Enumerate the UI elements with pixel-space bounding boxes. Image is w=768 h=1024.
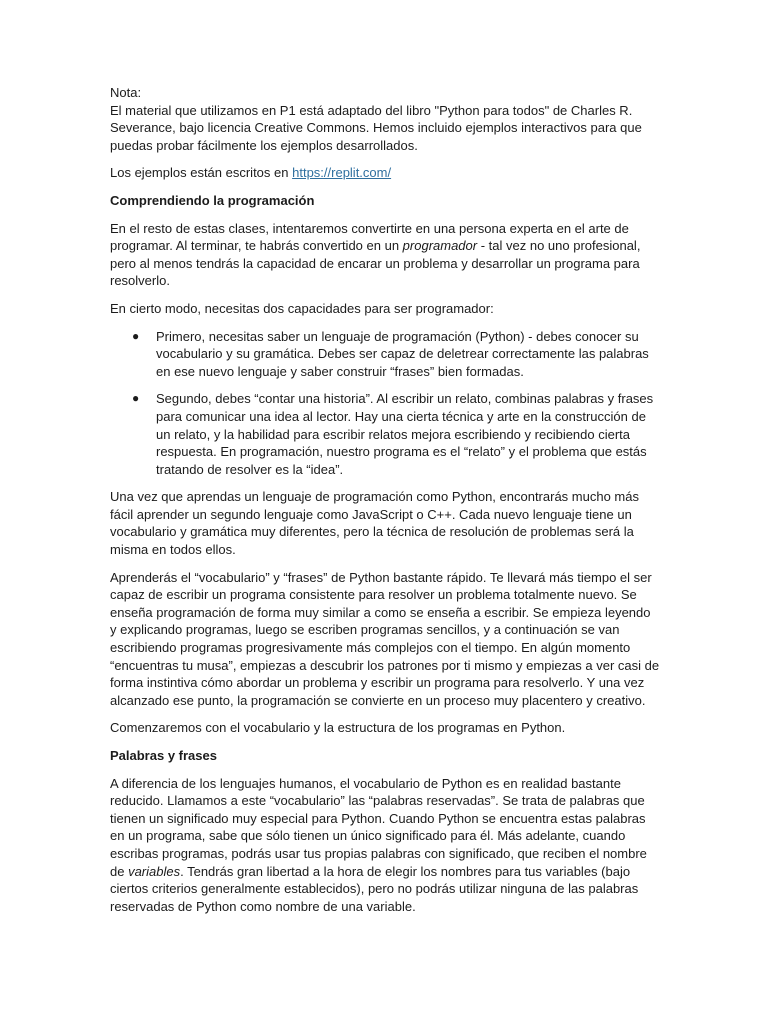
note-text: El material que utilizamos en P1 está adaptado del libro "Python para todos" de Charles R. Severance, bajo licencia Creative Commons. Hemos incluido ejemplos interactivos para que puedas probar fácilmente los ejemplos desarrollados. bbox=[110, 102, 642, 153]
list-item-text: Primero, necesitas saber un lenguaje de programación (Python) - debes conocer su vocabulario y su gramática. Debes ser capaz de deletrear correctamente las palabras en ese nuevo lenguaje y saber construir “frases” bien formadas. bbox=[156, 328, 649, 379]
note-label: Nota: bbox=[110, 85, 142, 100]
paragraph-learning-process: Aprenderás el “vocabulario” y “frases” de Python bastante rápido. Te llevará más tiempo el ser capaz de escribir un programa consistente para resolver un problema totalmente nuevo. Se enseña programación de forma muy similar a como se enseña a escribir. Se empieza leyendo y explicando programas, luego se escriben programas sencillos, y a continuación se van escribiendo programas progresivamente más complejos con el tiempo. En algún momento “encuentras tu musa”, empiezas a descubrir los patrones por ti mismo y empiezas a ver casi de forma instintiva cómo abordar un problema y escribir un programa para resolverlo. Y una vez alcanzado ese punto, la programación se convierte en un proceso muy placentero y creativo. bbox=[110, 569, 660, 708]
examples-paragraph bbox=[110, 164, 660, 182]
list-item bbox=[110, 390, 660, 478]
bullet-icon: ● bbox=[132, 328, 140, 343]
section-heading-words: Palabras y frases bbox=[110, 748, 217, 763]
emphasis-variables: variables bbox=[128, 863, 181, 879]
bullet-icon: ● bbox=[132, 391, 140, 406]
paragraph-second-language: Una vez que aprendas un lenguaje de programación como Python, encontrarás mucho más fácil aprender un segundo lenguaje como JavaScript o C++. Cada nuevo lenguaje tiene un vocabulario y gramática muy diferentes, pero la técnica de resolución de problemas será la misma en todos ellos. bbox=[110, 489, 639, 558]
paragraph-reserved-part1: A diferencia de los lenguajes humanos, el vocabulario de Python es en realidad bastante reducido. Llamamos a este “vocabulario” las “palabras reservadas”. Se trata de palabras que tienen un significado muy especial para Python. Cuando Python se encuentra estas palabras en un programa, sabe que sólo tienen un único significado para él. Más adelante, cuando escribas programas, podrás usar tus propias palabras con significado, que reciben el nombre de bbox=[110, 775, 647, 879]
list-item-text: Segundo, debes “contar una historia”. Al escribir un relato, combinas palabras y frases para comunicar una idea al lector. Hay una cierta técnica y arte en la construcción de un relato, y la habilidad para escribir relatos mejora escribiendo y recibiendo cierta respuesta. En programación, nuestro programa es el “relato” y el problema que estás tratando de resolver es la “idea”. bbox=[156, 391, 654, 477]
replit-link[interactable]: https://replit.com/ bbox=[292, 165, 392, 181]
paragraph-start: Comenzaremos con el vocabulario y la estructura de los programas en Python. bbox=[110, 720, 566, 736]
document-page bbox=[110, 84, 660, 925]
paragraph-intro bbox=[110, 220, 660, 290]
paragraph-reserved-part2: . Tendrás gran libertad a la hora de elegir los nombres para tus variables (bajo ciertos criterios generalmente establecidos), pero no podrás utilizar ninguna de las palabras reservadas de Python como nombre de una variable. bbox=[110, 863, 639, 914]
section-heading-programming: Comprendiendo la programación bbox=[110, 192, 315, 208]
capacities-list bbox=[110, 328, 660, 479]
examples-prefix: Los ejemplos están escritos en bbox=[110, 165, 293, 181]
paragraph-reserved-words bbox=[110, 775, 660, 916]
note-block bbox=[110, 84, 660, 154]
paragraph-intro-part2: - tal vez no uno profesional, pero al menos tendrás la capacidad de encarar un problema y desarrollar un programa para resolverlo. bbox=[110, 238, 641, 289]
paragraph-intro-part1: En el resto de estas clases, intentaremos convertirte en una persona experta en el arte de programar. Al terminar, te habrás convertido en un bbox=[110, 220, 629, 254]
paragraph-capacities: En cierto modo, necesitas dos capacidades para ser programador: bbox=[110, 300, 494, 316]
emphasis-programador: programador bbox=[402, 238, 478, 254]
list-item bbox=[110, 328, 660, 381]
